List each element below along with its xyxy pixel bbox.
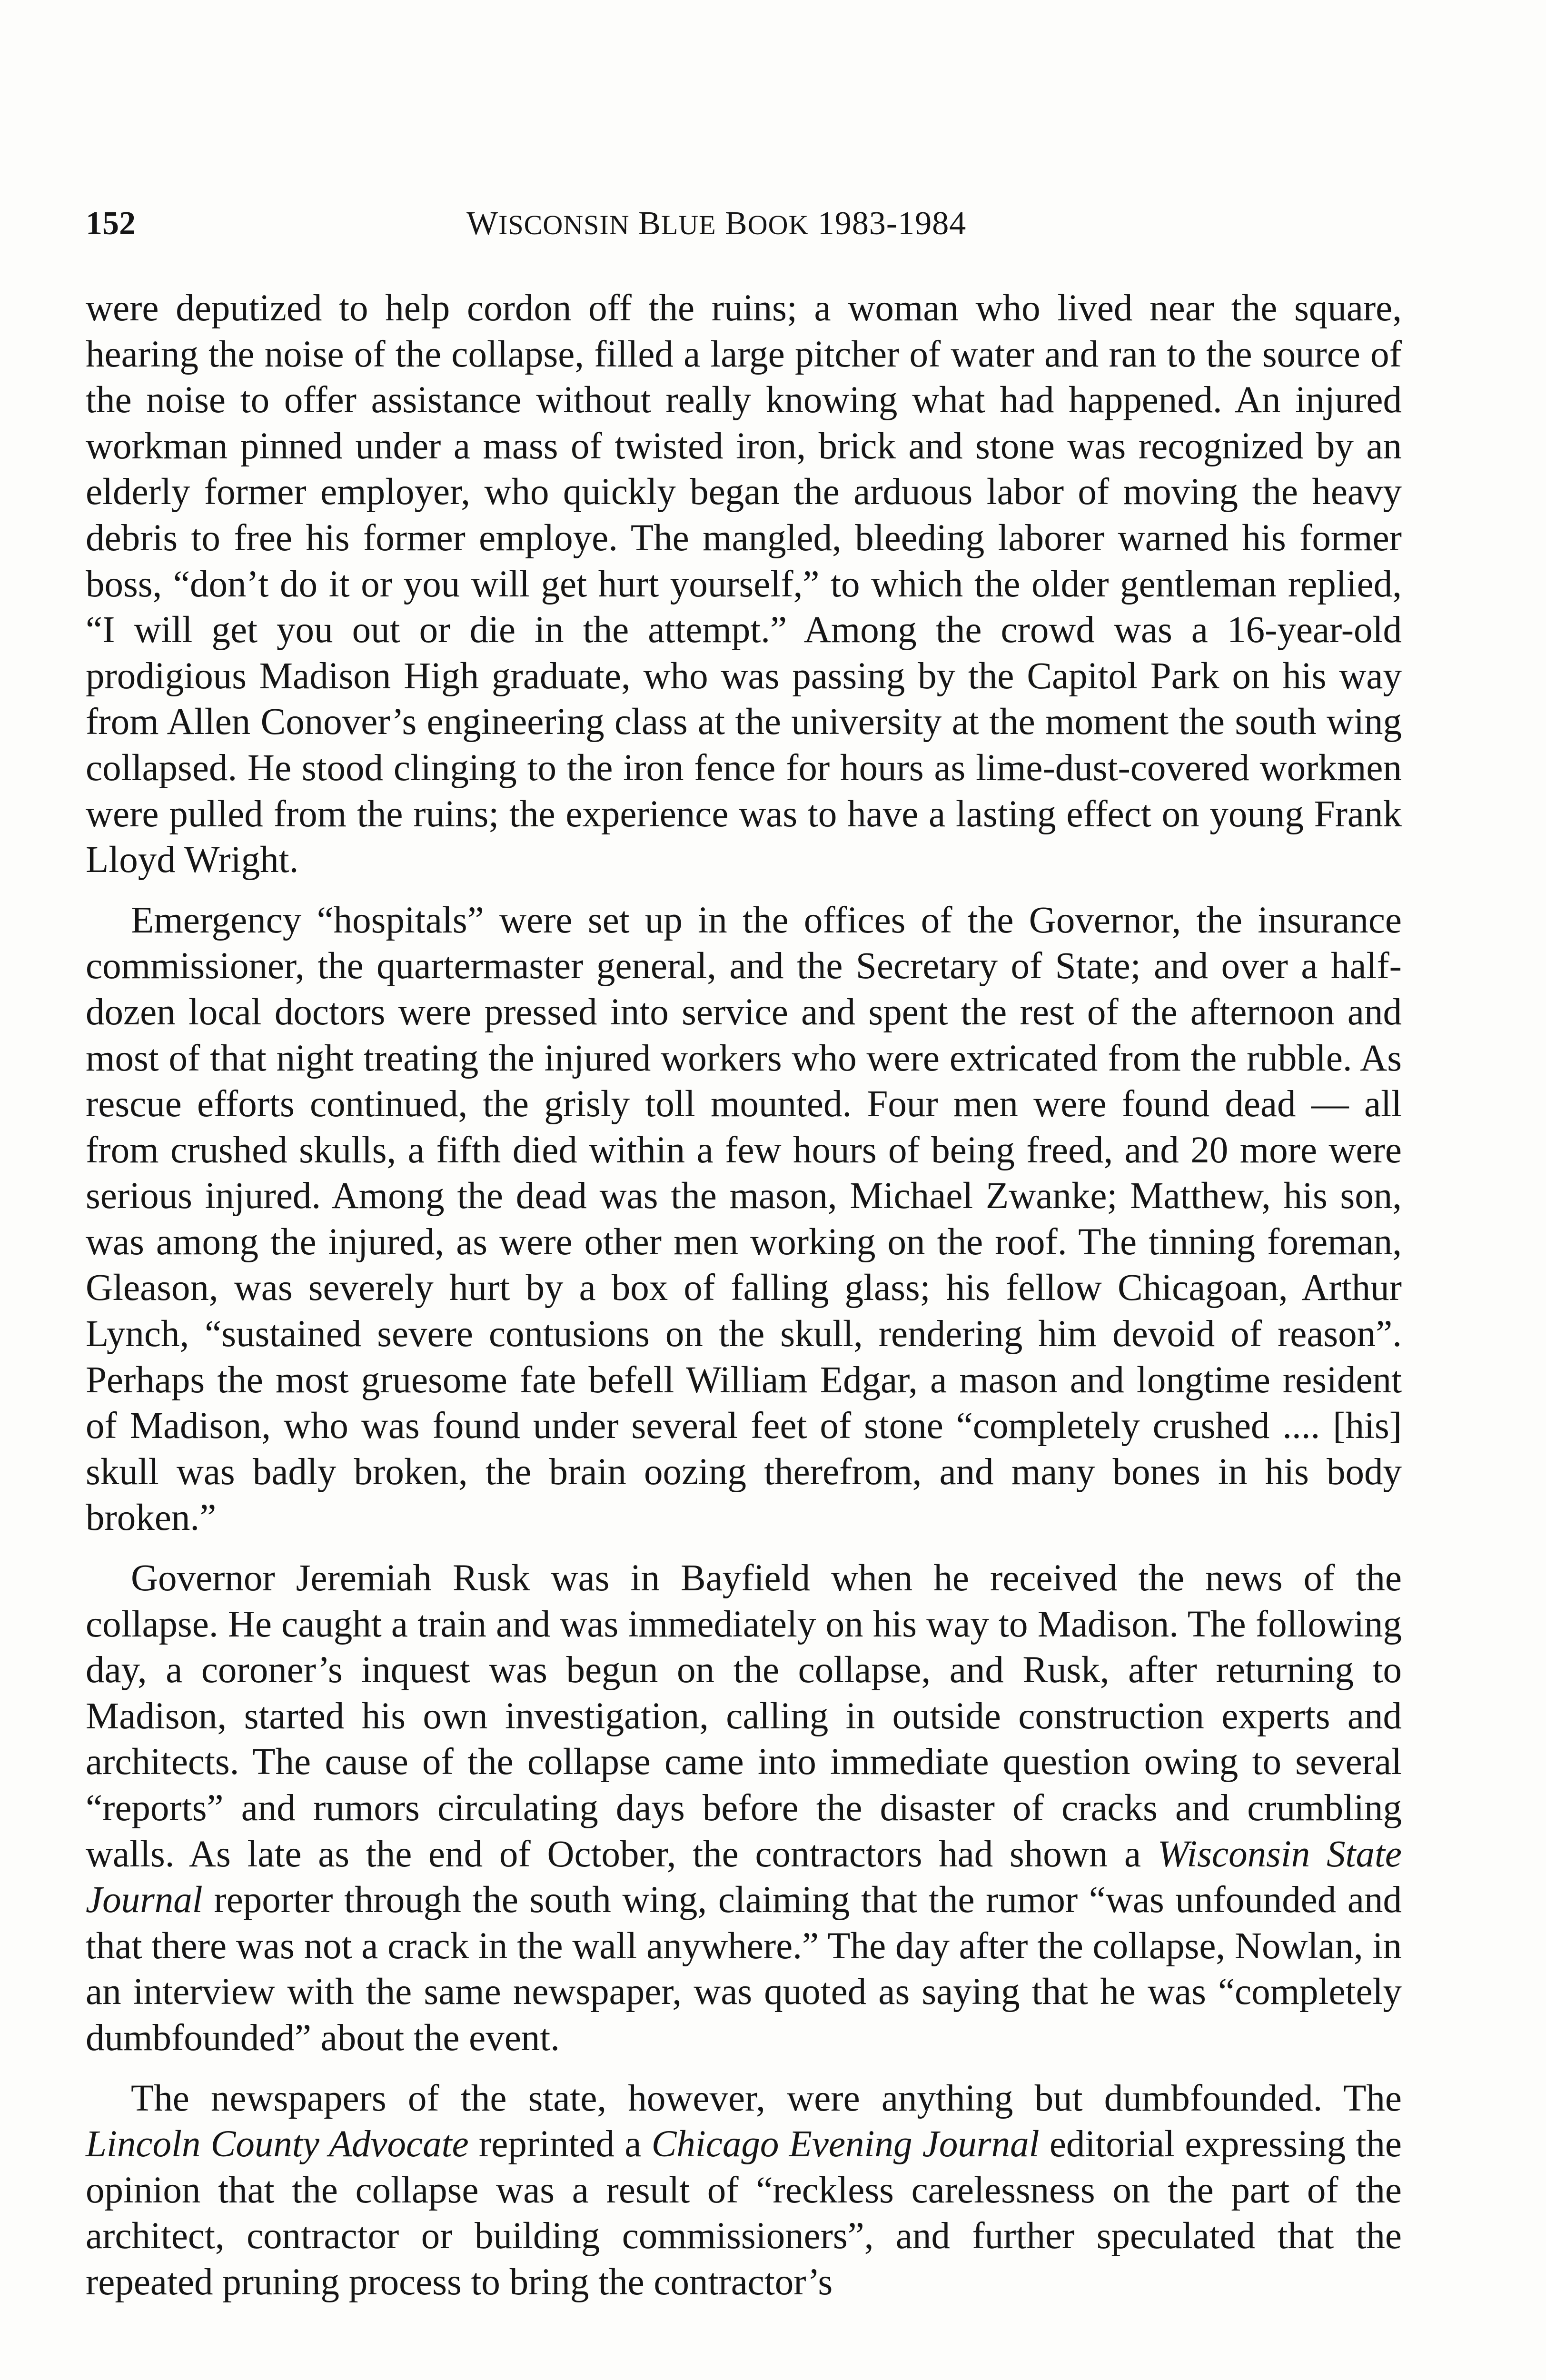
page-number: 152 <box>86 205 136 242</box>
paragraph-4: The newspapers of the state, however, were anything but dumbfounded. The Lincoln County Advocate reprinted a Chicago Evening Journal editorial expressing the opinion that the collapse was a result of “reckless carelessness on the part of the architect, contractor or building commissioners”, and further speculated that the repeated pruning process to bring the contractor’s <box>86 2077 1402 2303</box>
running-title: WISCONSIN BLUE BOOK 1983-1984 <box>466 205 967 242</box>
newspaper-title: Wisconsin State Journal <box>86 1833 1402 1921</box>
paragraph-3: Governor Jeremiah Rusk was in Bayfield when he received the news of the collapse. He caught a train and was immediately on his way to Madison. The following day, a coroner’s inquest was begun on the collapse, and Rusk, after returning to Madison, started his own investigation, calling in outside construction experts and architects. The cause of the collapse came into immediate question owing to several “reports” and rumors circulating days before the disaster of cracks and crumbling walls. As late as the end of October, the contractors had shown a Wisconsin State Journal reporter through the south wing, claiming that the rumor “was unfounded and that there was not a crack in the wall anywhere.” The day after the collapse, Nowlan, in an interview with the same newspaper, was quoted as saying that he was “completely dumbfounded” about the event. <box>86 1557 1402 2059</box>
body-text <box>86 286 1402 2306</box>
newspaper-title: Lincoln County Advocate <box>86 2123 469 2165</box>
newspaper-title: Chicago Evening Journal <box>651 2123 1040 2165</box>
paragraph-1: were deputized to help cordon off the ruins; a woman who lived near the square, hearing the noise of the collapse, filled a large pitcher of water and ran to the source of the noise to offer assistance without really knowing what had happened. An injured workman pinned under a mass of twisted iron, brick and stone was recognized by an elderly former employer, who quickly began the arduous labor of moving the heavy debris to free his former employe. The mangled, bleeding laborer warned his former boss, “don’t do it or you will get hurt yourself,” to which the older gentleman replied, “I will get you out or die in the attempt.” Among the crowd was a 16-year-old prodigious Madison High graduate, who was passing by the Capitol Park on his way from Allen Conover’s engineering class at the university at the moment the south wing collapsed. He stood clinging to the iron fence for hours as lime-dust-covered workmen were pulled from the ruins; the experience was to have a lasting effect on young Frank Lloyd Wright. <box>86 288 1402 881</box>
paragraph-2: Emergency “hospitals” were set up in the offices of the Governor, the insurance commissioner, the quartermaster general, and the Secretary of State; and over a half-dozen local doctors were pressed into service and spent the rest of the afternoon and most of that night treating the injured workers who were extricated from the rubble. As rescue efforts continued, the grisly toll mounted. Four men were found dead — all from crushed skulls, a fifth died within a few hours of being freed, and 20 more were serious injured. Among the dead was the mason, Michael Zwanke; Matthew, his son, was among the injured, as were other men working on the roof. The tinning foreman, Gleason, was severely hurt by a box of falling glass; his fellow Chicagoan, Arthur Lynch, “sustained severe contusions on the skull, rendering him devoid of reason”. Perhaps the most gruesome fate befell William Edgar, a mason and longtime resident of Madison, who was found under several feet of stone “completely crushed .... [his] skull was badly broken, the brain oozing therefrom, and many bones in his body broken.” <box>86 899 1402 1539</box>
page-header <box>86 202 1404 245</box>
